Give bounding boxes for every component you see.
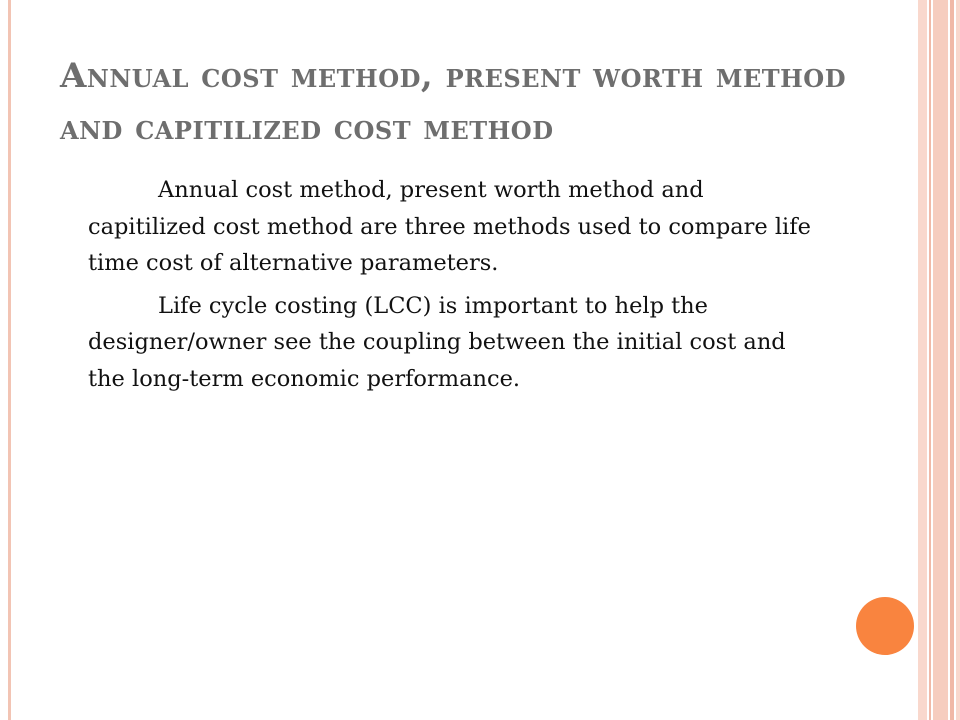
body-paragraph-1: Annual cost method, present worth method and capitilized cost method are three methods used to compare life time cost of alternative parameters. [88, 177, 811, 276]
slide-title: Annual cost method, present worth method and capitilized cost method [60, 56, 847, 148]
right-border-band [918, 0, 927, 720]
right-border-band [956, 0, 960, 720]
right-border-band [929, 0, 931, 720]
accent-circle [856, 597, 914, 655]
right-border-band [950, 0, 954, 720]
right-border-band [933, 0, 948, 720]
left-border-line [8, 0, 11, 720]
slide-body [88, 172, 828, 403]
body-paragraph-2: Life cycle costing (LCC) is important to help the designer/owner see the coupling between the initial cost and the long-term economic performance. [88, 292, 786, 392]
